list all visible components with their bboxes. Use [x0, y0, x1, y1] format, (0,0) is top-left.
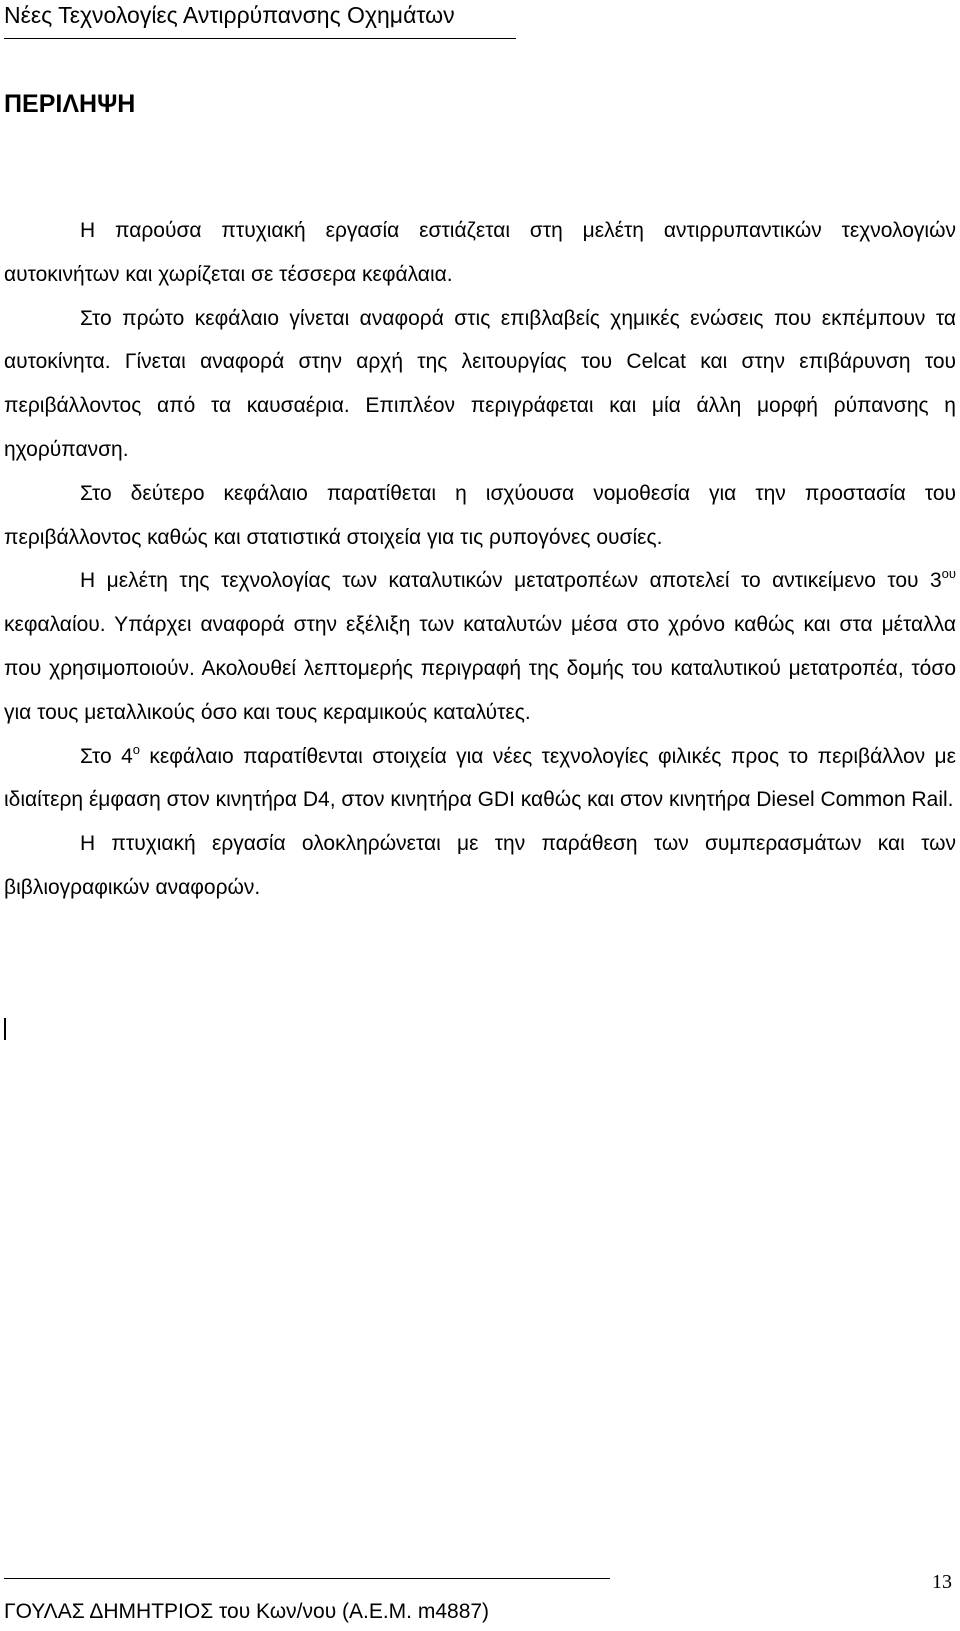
paragraph-chapter-3-rest: κεφαλαίου. Υπάρχει αναφορά στην εξέλιξη των καταλυτών μέσα στο χρόνο καθώς και στα μέταλλα που χρησιμοποιούν. Ακολουθεί λεπτομερής περιγραφή της δομής του καταλυτικού μετατροπέα, τόσο για τους μεταλλικούς όσο και τους κεραμικούς καταλύτες. [4, 613, 956, 724]
ordinal-superscript: ου [941, 566, 956, 582]
paragraph-chapter-1: Στο πρώτο κεφάλαιο γίνεται αναφορά στις επιβλαβείς χημικές ενώσεις που εκπέμπουν τα αυτοκίνητα. Γίνεται αναφορά στην αρχή της λειτουργίας του Celcat και στην επιβάρυνση του περιβάλλοντος από τα καυσαέρια. Επιπλέον περιγράφεται και μία άλλη μορφή ρύπανσης η ηχορύπανση. [4, 306, 956, 461]
footer-divider [4, 1578, 610, 1579]
footer-author: ΓΟΥΛΑΣ ΔΗΜΗΤΡΙΟΣ του Κων/νου (Α.Ε.Μ. m4887) [4, 1600, 490, 1623]
document-body [4, 209, 956, 910]
paragraph-chapter-3-start: Η μελέτη της τεχνολογίας των καταλυτικών μετατροπέων αποτελεί το αντικείμενο του 3 [80, 569, 942, 593]
running-header [4, 0, 516, 39]
running-header-title: Νέες Τεχνολογίες Αντιρρύπανσης Οχημάτων [4, 2, 455, 28]
paragraph-intro: Η παρούσα πτυχιακή εργασία εστιάζεται στη μελέτη αντιρρυπαντικών τεχνολογιών αυτοκινήτων και χωρίζεται σε τέσσερα κεφάλαια. [4, 219, 956, 286]
page-number: 13 [932, 1571, 952, 1593]
paragraph-chapter-3 [4, 559, 956, 734]
ordinal-superscript: ο [132, 741, 140, 757]
paragraph-chapter-4-start: Στο 4 [80, 744, 133, 768]
paragraph-chapter-4-rest: κεφάλαιο παρατίθενται στοιχεία για νέες τεχνολογίες φιλικές προς το περιβάλλον με ιδιαίτερη έμφαση στον κινητήρα D4, στον κινητήρα GDI καθώς και στον κινητήρα Diesel Common Rail. [4, 744, 956, 812]
section-title: ΠΕΡΙΛΗΨΗ [4, 90, 136, 118]
paragraph-chapter-2: Στο δεύτερο κεφάλαιο παρατίθεται η ισχύουσα νομοθεσία για την προστασία του περιβάλλοντος καθώς και στατιστικά στοιχεία για τις ρυπογόνες ουσίες. [4, 481, 956, 549]
paragraph-conclusion: Η πτυχιακή εργασία ολοκληρώνεται με την παράθεση των συμπερασμάτων και των βιβλιογραφικών αναφορών. [4, 832, 956, 899]
text-cursor [4, 1018, 6, 1040]
paragraph-chapter-4 [4, 735, 956, 823]
